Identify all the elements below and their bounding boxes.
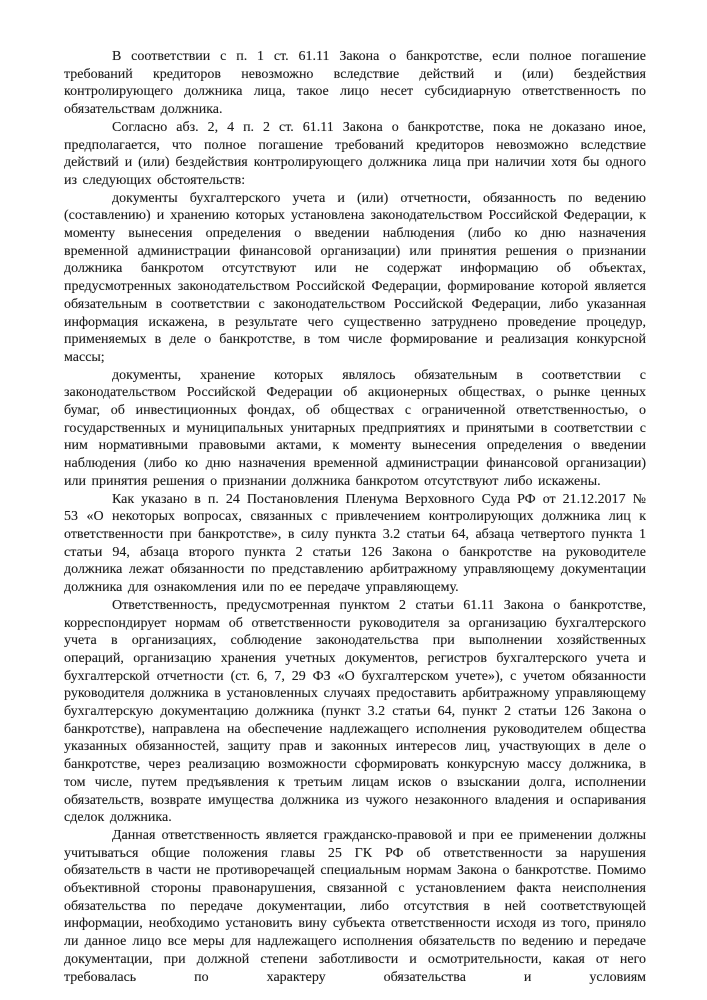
- paragraph-accounting-documents: документы бухгалтерского учета и (или) отчетности, обязанность по ведению (составлению) и хранению которых установлена законодательством Российской Федерации, к моменту вынесения определения о введении наблюдения (либо ко дню назначения временной администрации финансовой организации) или принятия решения о признании должника банкротом отсутствуют или не содержат информацию об объектах, предусмотренных законодательством Российской Федерации, формирование которой является обязательным в соответствии с законодательством Российской Федерации, либо указанная информация искажена, в результате чего существенно затруднено проведение процедур, применяемых в деле о банкротстве, в том числе формирование и реализация конкурсной массы;: [64, 190, 646, 365]
- document-text-block: [64, 48, 646, 986]
- paragraph-civil-liability: Данная ответственность является гражданско-правовой и при ее применении должны учитываться общие положения главы 25 ГК РФ об ответственности за нарушения обязательств в части не противоречащей специальным нормам Закона о банкротстве. Помимо объективной стороны правонарушения, связанной с установлением факта неисполнения обязательства по передаче документации, либо отсутствия в ней соответствующей информации, необходимо установить вину субъекта ответственности исходя из того, приняло ли данное лицо все меры для надлежащего исполнения обязательств по ведению и передаче документации, при должной степени заботливости и осмотрительности, какая от него требовалась по характеру обязательства и условиям: [64, 827, 646, 985]
- paragraph-presumption: Согласно абз. 2, 4 п. 2 ст. 61.11 Закона о банкротстве, пока не доказано иное, предполагается, что полное погашение требований кредиторов невозможно вследствие действий и (или) бездействия контролирующего должника лица при наличии хотя бы одного из следующих обстоятельств:: [64, 119, 646, 188]
- paragraph-subsidiary-liability: В соответствии с п. 1 ст. 61.11 Закона о банкротстве, если полное погашение требований кредиторов невозможно вследствие действий и (или) бездействия контролирующего должника лица, такое лицо несет субсидиарную ответственность по обязательствам должника.: [64, 49, 646, 118]
- paragraph-storage-documents: документы, хранение которых являлось обязательным в соответствии с законодательством Российской Федерации об акционерных обществах, о рынке ценных бумаг, об инвестиционных фондах, об обществах с ограниченной ответственностью, о государственных и муниципальных унитарных предприятиях и принятыми в соответствии с ним нормативными правовыми актами, к моменту вынесения определения о введении наблюдения (либо ко дню назначения временной администрации финансовой организации) или принятия решения о признании должника банкротом отсутствуют либо искажены.: [64, 367, 646, 489]
- paragraph-plenum-ruling: Как указано в п. 24 Постановления Пленума Верховного Суда РФ от 21.12.2017 № 53 «О некоторых вопросах, связанных с привлечением контролирующих должника лиц к ответственности при банкротстве», в силу пункта 3.2 статьи 64, абзаца четвертого пункта 1 статьи 94, абзаца второго пункта 2 статьи 126 Закона о банкротстве на руководителе должника лежат обязанности по представлению арбитражному управляющему документации должника для ознакомления или по ее передаче управляющему.: [64, 491, 646, 596]
- paragraph-responsibility-correspondence: Ответственность, предусмотренная пунктом 2 статьи 61.11 Закона о банкротстве, корреспондирует нормам об ответственности руководителя за организацию бухгалтерского учета в организациях, соблюдение законодательства при выполнении хозяйственных операций, организацию хранения учетных документов, регистров бухгалтерского учета и бухгалтерской отчетности (ст. 6, 7, 29 ФЗ «О бухгалтерском учете»), с учетом обязанности руководителя должника в установленных случаях предоставить арбитражному управляющему бухгалтерскую документацию должника (пункт 3.2 статьи 64, пункт 2 статьи 126 Закона о банкротстве), направлена на обеспечение надлежащего исполнения руководителем общества указанных обязанностей, защиту прав и законных интересов лиц, участвующих в деле о банкротстве, через реализацию возможности сформировать конкурсную массу должника, в том числе, путем предъявления к третьим лицам исков о взыскании долга, исполнении обязательств, возврате имущества должника из чужого незаконного владения и оспаривания сделок должника.: [64, 597, 646, 826]
